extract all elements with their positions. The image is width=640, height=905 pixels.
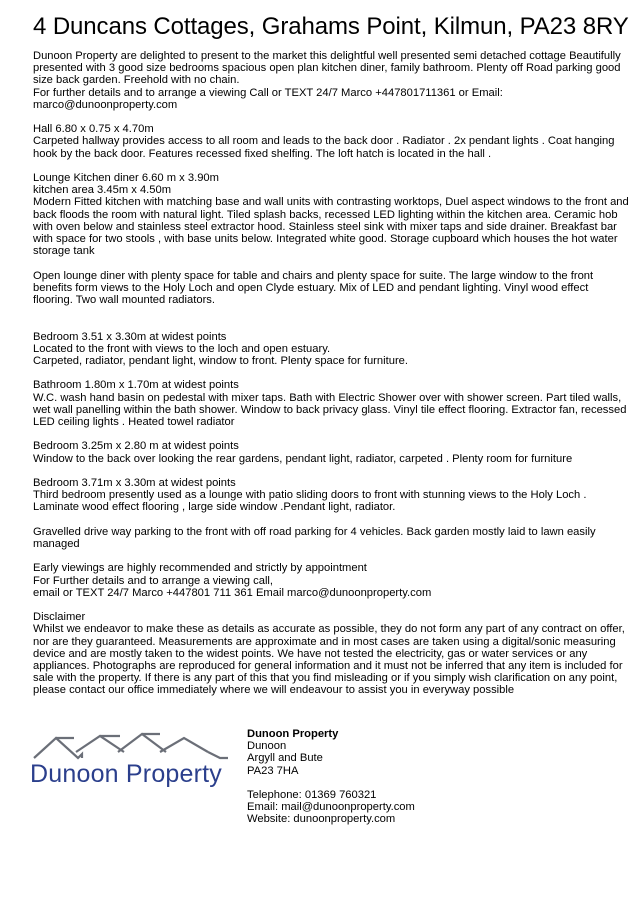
hall-line: Hall 6.80 x 0.75 x 4.70m — [33, 123, 154, 136]
kitchen-line: Modern Fitted kitchen with matching base and wall units with contrasting worktops, Duel aspect windows to the front and — [33, 196, 629, 209]
bedroom1-paragraph — [33, 331, 613, 368]
logo-wordmark: Dunoon Property — [30, 760, 223, 788]
contact-company-name: Dunoon Property — [247, 728, 339, 740]
bedroom1-line: Carpeted, radiator, pendant light, window to front. Plenty space for furniture. — [33, 355, 408, 368]
kitchen-line: with oven below and stainless steel extractor hood. Stainless steel sink with mixer taps and side drainer. Breakfast bar — [33, 220, 617, 233]
bedroom3-line: Bedroom 3.71m x 3.30m at widest points — [33, 477, 236, 489]
intro-line: presented with 3 good size bedrooms spacious open plan kitchen diner, family bathroom. Plenty off Road parking good — [33, 62, 621, 75]
bedroom2-line: Bedroom 3.25m x 2.80 m at widest points — [33, 440, 239, 453]
bathroom-line: LED ceiling lights . Heated towel radiator — [33, 416, 235, 429]
bedroom1-line: Bedroom 3.51 x 3.30m at widest points — [33, 330, 227, 343]
kitchen-line: with space for two stools , with base units below. Integrated white good. Storage cupboard which houses the hot water — [33, 233, 618, 246]
bathroom-paragraph — [33, 379, 627, 429]
contact-address-line: Argyll and Bute — [247, 752, 323, 765]
contact-spacer — [247, 777, 415, 789]
houses-roofline-icon — [30, 730, 232, 764]
bedroom3-line: Third bedroom presently used as a lounge with patio sliding doors to front with stunning views to the Holy Loch . — [33, 489, 587, 502]
disclaimer-line: device and are mostly taken to the widest points. We have not tested the electricity, gas or water services or any — [33, 647, 588, 660]
bedroom3-paragraph — [33, 477, 613, 514]
viewings-paragraph — [33, 562, 613, 599]
lounge-paragraph — [33, 270, 613, 307]
viewings-line: email or TEXT 24/7 Marco +447801 711 361 Email marco@dunoonproperty.com — [33, 586, 432, 599]
viewings-line: Early viewings are highly recommended and strictly by appointment — [33, 562, 367, 575]
company-logo — [30, 730, 232, 792]
disclaimer-line: please contact our office immediately where we will endeavour to assist you in everyway possible — [33, 684, 515, 697]
kitchen-line: kitchen area 3.45m x 4.50m — [33, 184, 172, 197]
contact-address-line: PA23 7HA — [247, 764, 299, 777]
disclaimer-paragraph — [33, 611, 625, 697]
hall-paragraph — [33, 123, 613, 160]
bedroom3-line: Laminate wood effect flooring , large side window .Pendant light, radiator. — [33, 501, 396, 514]
listing-body — [33, 50, 629, 709]
bedroom2-line: Window to the back over looking the rear gardens, pendant light, radiator, carpeted . Plenty room for furniture — [33, 452, 573, 465]
lounge-line: flooring. Two wall mounted radiators. — [33, 294, 215, 307]
bedroom1-line: Located to the front with views to the loch and open estuary. — [33, 342, 331, 355]
contact-block — [247, 728, 415, 826]
kitchen-line: back floods the room with natural light. Tiled splash backs, recessed LED lighting within the kitchen area. Ceramic hob — [33, 208, 618, 221]
contact-address-line: Dunoon — [247, 740, 287, 753]
lounge-line: benefits form views to the Holy Loch and open Clyde estuary. Mix of LED and pendant lighting. Vinyl wood effect — [33, 281, 589, 294]
kitchen-line: Lounge Kitchen diner 6.60 m x 3.90m — [33, 172, 219, 184]
contact-website[interactable]: Website: dunoonproperty.com — [247, 813, 396, 826]
contact-email[interactable]: Email: mail@dunoonproperty.com — [247, 801, 415, 814]
disclaimer-line: appliances. Photographs are reproduced for general information and it must not be inferred that any item is included for — [33, 660, 623, 672]
kitchen-line: storage tank — [33, 245, 95, 258]
intro-paragraph — [33, 50, 621, 111]
disclaimer-line: Disclaimer — [33, 611, 86, 624]
disclaimer-line: nor are they guaranteed. Measurements are approximate and in most cases are taken using a digital/sonic measuring — [33, 635, 616, 648]
driveway-line: Gravelled drive way parking to the front with off road parking for 4 vehicles. Back garden mostly laid to lawn easily — [33, 525, 596, 538]
hall-line: Carpeted hallway provides access to all room and leads to the back door . Radiator . 2x pendant lights . Coat hanging — [33, 135, 615, 148]
bathroom-line: Bathroom 1.80m x 1.70m at widest points — [33, 379, 239, 392]
disclaimer-line: sale with the property. If there is any part of this that you find misleading or if you simply wish clarification on any point, — [33, 672, 618, 685]
driveway-paragraph — [33, 526, 613, 550]
listing-title: 4 Duncans Cottages, Grahams Point, Kilmun, PA23 8RY — [33, 13, 629, 40]
viewings-line: For Further details and to arrange a viewing call, — [33, 574, 274, 587]
bathroom-line: wet wall panelling within the bath shower. Window to back privacy glass. Vinyl tile effect flooring. Extractor fan, recessed — [33, 403, 627, 416]
bathroom-line: W.C. wash hand basin on pedestal with mixer taps. Bath with Electric Shower over with shower screen. Part tiled walls, — [33, 391, 622, 404]
intro-line: size back garden. Freehold with no chain. — [33, 74, 240, 87]
intro-line: marco@dunoonproperty.com — [33, 98, 178, 111]
lounge-line: Open lounge diner with plenty space for table and chairs and plenty space for suite. The large window to the front — [33, 269, 594, 282]
kitchen-paragraph — [33, 172, 629, 258]
contact-telephone[interactable]: Telephone: 01369 760321 — [247, 789, 377, 802]
intro-line: Dunoon Property are delighted to present to the market this delightful well presented semi detached cottage Beautifully — [33, 50, 621, 62]
hall-line: hook by the back door. Features recessed fixed shelfing. The loft hatch is located in the hall . — [33, 147, 492, 160]
bedroom2-paragraph — [33, 440, 613, 464]
intro-line: For further details and to arrange a viewing Call or TEXT 24/7 Marco +447801711361 or Email: — [33, 86, 503, 99]
driveway-line: managed — [33, 538, 80, 550]
disclaimer-line: Whilst we endeavor to make these as details as accurate as possible, they do not form any part of any contract on offer, — [33, 623, 625, 636]
